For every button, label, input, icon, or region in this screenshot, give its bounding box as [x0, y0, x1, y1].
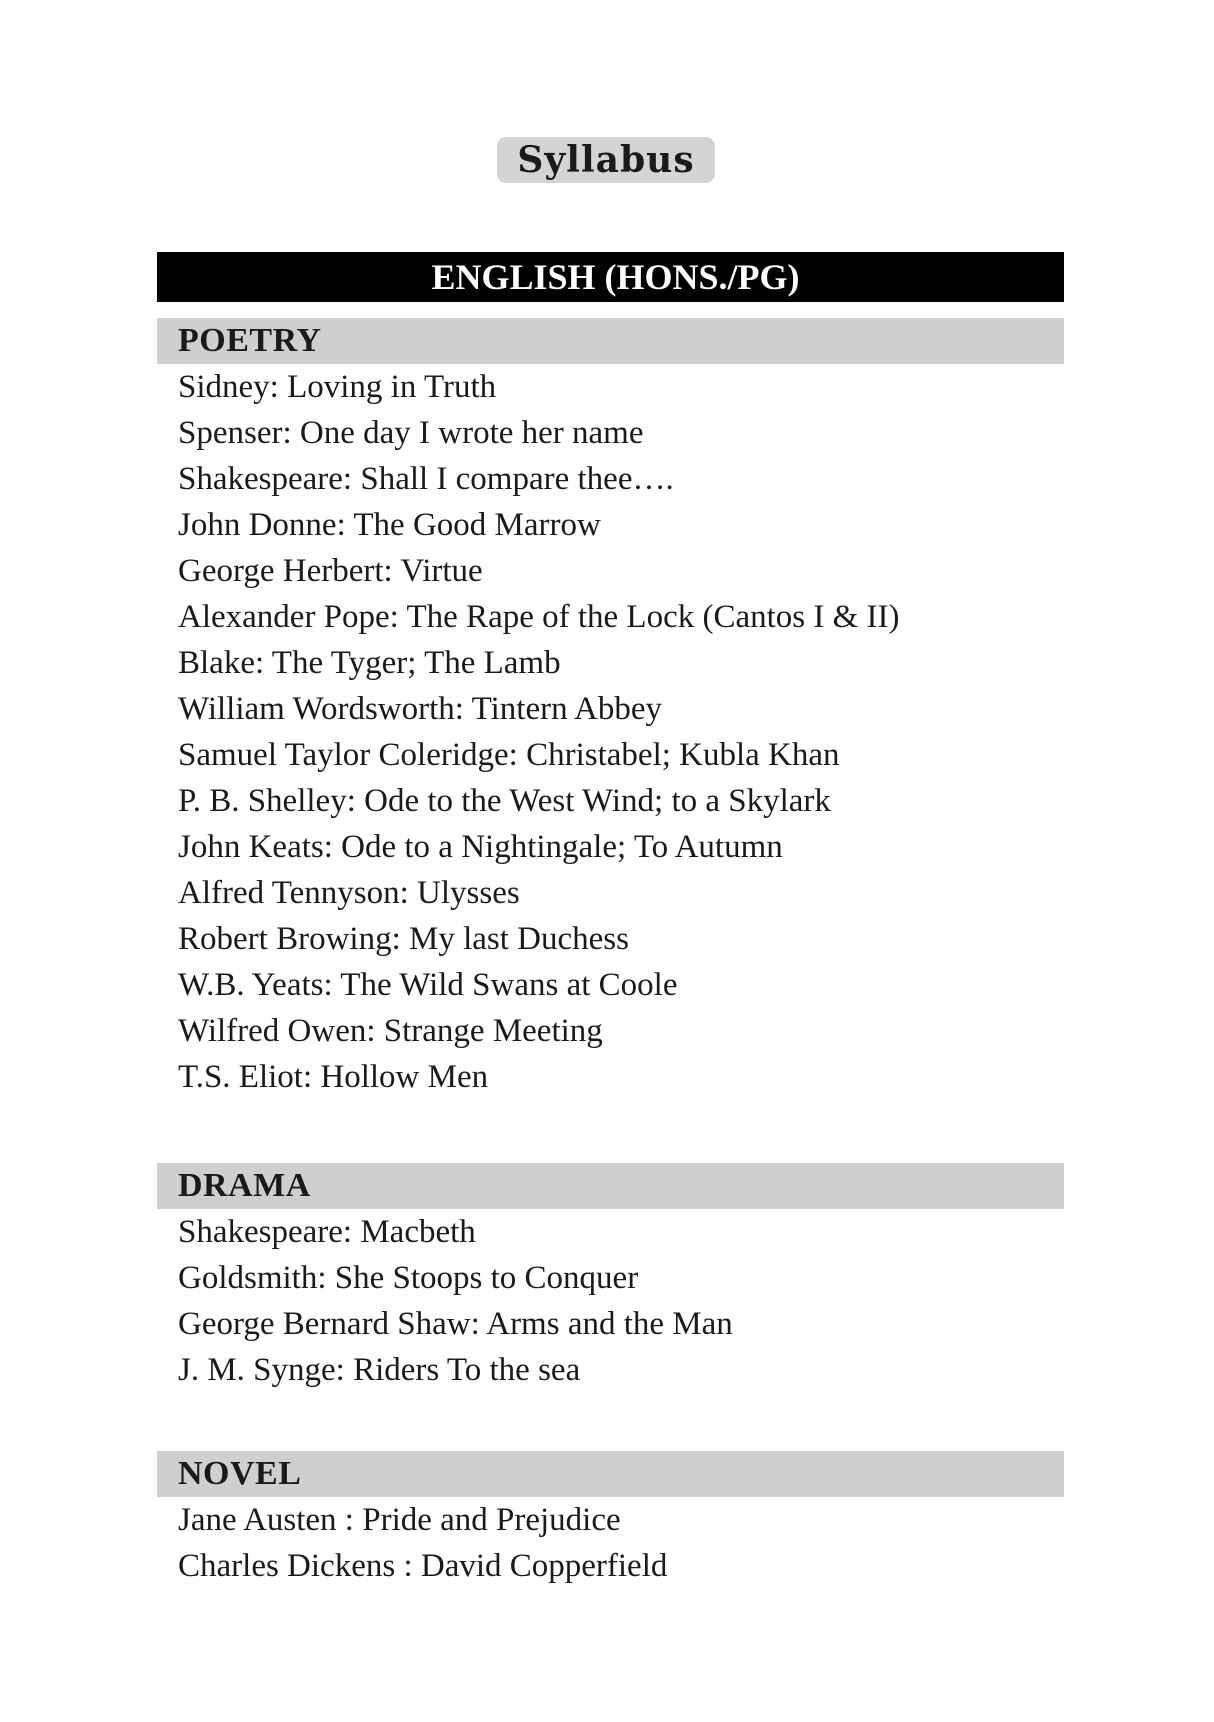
novel-list [157, 1497, 1064, 1589]
section-header-drama: DRAMA [157, 1163, 1064, 1209]
page-title: Syllabus [497, 137, 715, 183]
drama-section [157, 1163, 1064, 1393]
section-header-novel: NOVEL [157, 1451, 1064, 1497]
list-item: Shakespeare: Macbeth [178, 1214, 476, 1250]
poetry-list [157, 364, 1064, 1100]
list-item: Samuel Taylor Coleridge: Christabel; Kubla Khan [178, 737, 840, 773]
list-item: George Herbert: Virtue [178, 553, 483, 589]
list-item: Jane Austen : Pride and Prejudice [178, 1502, 621, 1538]
list-item: Alexander Pope: The Rape of the Lock (Cantos I & II) [178, 599, 900, 635]
list-item: Wilfred Owen: Strange Meeting [178, 1013, 603, 1049]
list-item: Spenser: One day I wrote her name [178, 415, 644, 451]
list-item: Charles Dickens : David Copperfield [178, 1548, 668, 1584]
poetry-section [157, 318, 1064, 1100]
section-header-poetry: POETRY [157, 318, 1064, 364]
list-item: Blake: The Tyger; The Lamb [178, 645, 561, 681]
list-item: J. M. Synge: Riders To the sea [178, 1352, 581, 1388]
list-item: Sidney: Loving in Truth [178, 369, 497, 405]
drama-list [157, 1209, 1064, 1393]
main-heading: ENGLISH (HONS./PG) [157, 252, 1064, 302]
list-item: William Wordsworth: Tintern Abbey [178, 691, 662, 727]
list-item: Robert Browing: My last Duchess [178, 921, 629, 957]
list-item: John Keats: Ode to a Nightingale; To Autumn [178, 829, 783, 865]
list-item: T.S. Eliot: Hollow Men [178, 1059, 489, 1095]
list-item: P. B. Shelley: Ode to the West Wind; to a Skylark [178, 783, 831, 819]
list-item: George Bernard Shaw: Arms and the Man [178, 1306, 733, 1342]
list-item: Goldsmith: She Stoops to Conquer [178, 1260, 639, 1296]
list-item: Alfred Tennyson: Ulysses [178, 875, 520, 911]
list-item: John Donne: The Good Marrow [178, 507, 601, 543]
novel-section [157, 1451, 1064, 1589]
list-item: Shakespeare: Shall I compare thee…. [178, 461, 674, 497]
list-item: W.B. Yeats: The Wild Swans at Coole [178, 967, 678, 1003]
